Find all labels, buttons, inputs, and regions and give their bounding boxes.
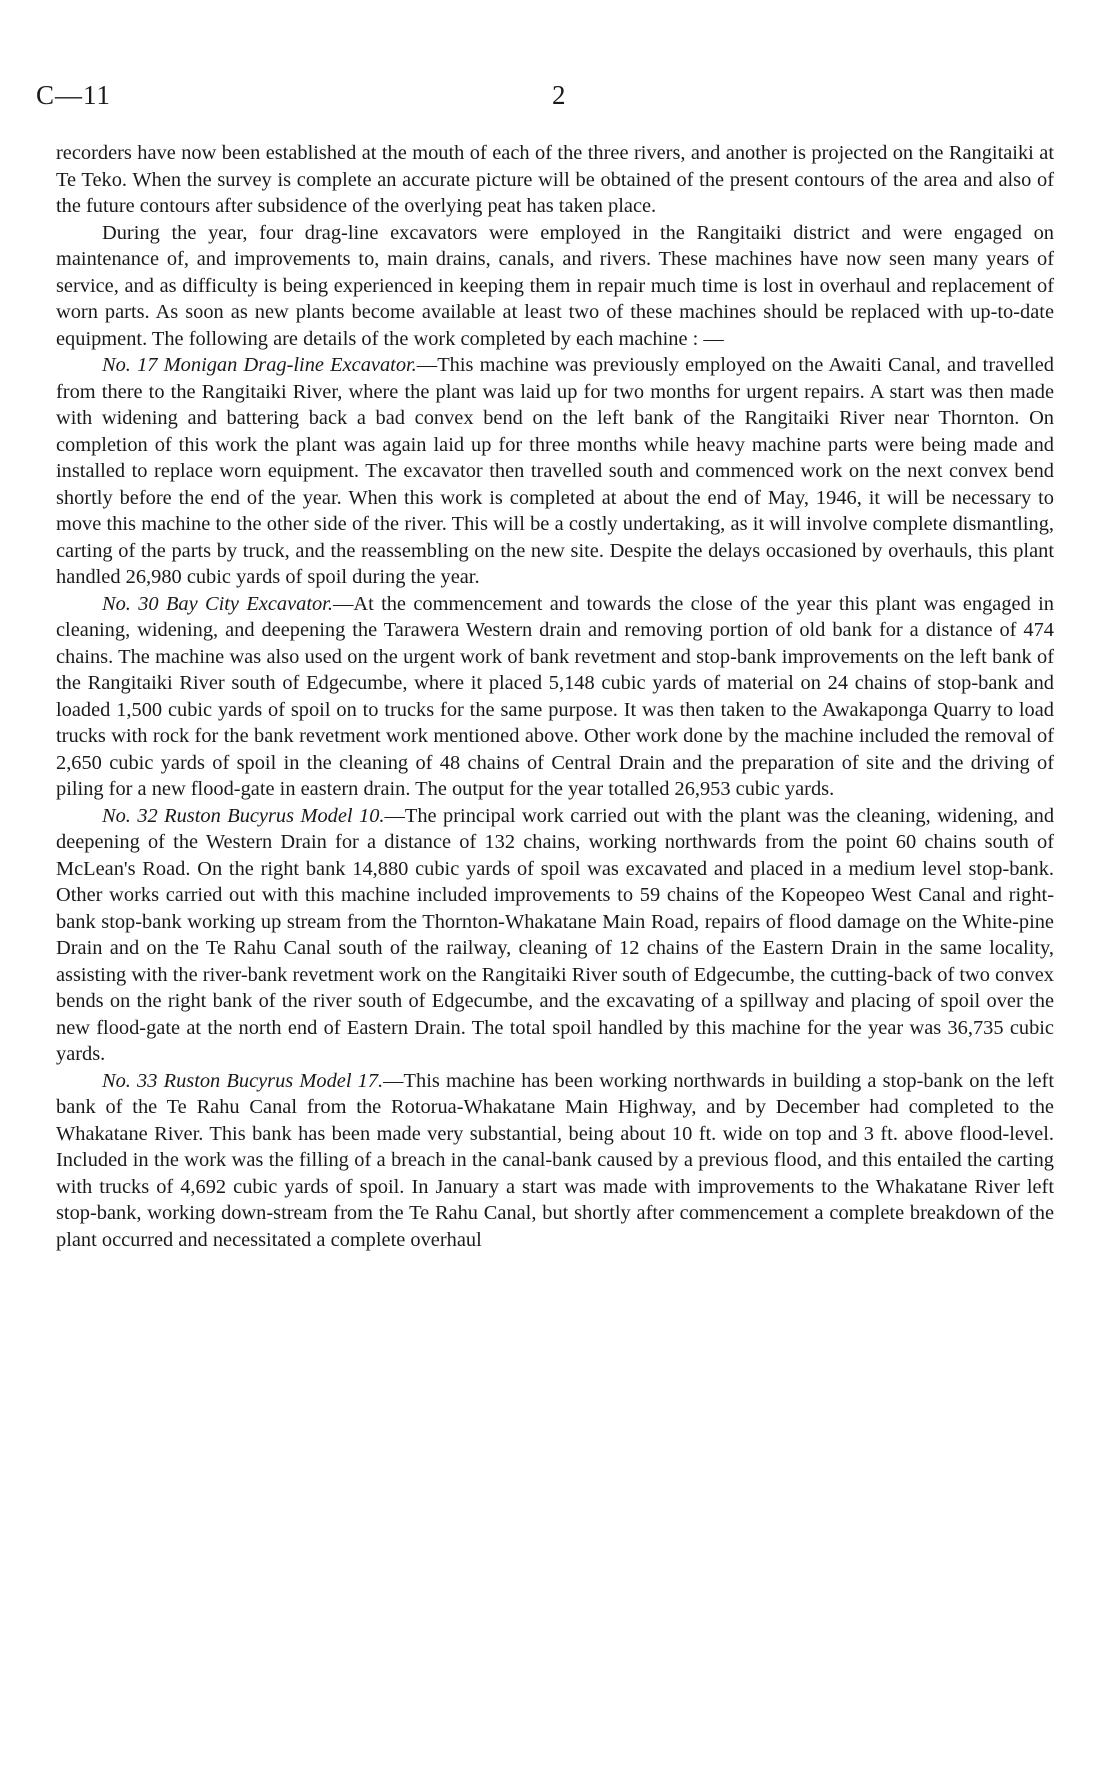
paragraph-machine-17 <box>56 352 1054 591</box>
paragraph-text: —This machine has been working northwards in building a stop-bank on the left bank of the Te Rahu Canal from the Rotorua-Whakatane Main Highway, and by December had completed to the Whakatane River. This bank has been made very substantial, being about 10 ft. wide on top and 3 ft. above flood-level. Included in the work was the filling of a breach in the canal-bank caused by a previous flood, and this entailed the carting with trucks of 4,692 cubic yards of spoil. In January a start was made with improvements to the Whakatane River left stop-bank, working down-stream from the Te Rahu Canal, but shortly after commencement a complete breakdown of the plant occurred and necessitated a complete overhaul <box>56 1069 1054 1251</box>
paragraph-text: During the year, four drag-line excavators were employed in the Rangitaiki district and were engaged on maintenance of, and improvements to, main drains, canals, and rivers. These machines have now seen many years of service, and as difficulty is being experienced in keeping them in repair much time is lost in overhaul and replacement of worn parts. As soon as new plants become available at least two of these machines should be replaced with up-to-date equipment. The following are details of the work completed by each machine : — <box>56 221 1054 350</box>
paragraph-drag-line-excavators <box>56 220 1054 353</box>
paragraph-text: —At the commencement and towards the close of the year this plant was engaged in cleaning, widening, and deepening the Tarawera Western drain and removing portion of old bank for a distance of 474 chains. The machine was also used on the urgent work of bank revetment and stop-bank improvements on the left bank of the Rangitaiki River south of Edgecumbe, where it placed 5,148 cubic yards of material on 24 chains of stop-bank and loaded 1,500 cubic yards of spoil on to trucks for the same purpose. It was then taken to the Awakaponga Quarry to load trucks with rock for the bank revetment work mentioned above. Other work done by the machine included the removal of 2,650 cubic yards of spoil in the cleaning of 48 chains of Central Drain and the preparation of site and the driving of piling for a new flood-gate in eastern drain. The output for the year totalled 26,953 cubic yards. <box>56 592 1054 800</box>
paragraph-text: —This machine was previously employed on the Awaiti Canal, and travelled from there to the Rangitaiki River, where the plant was laid up for two months for urgent repairs. A start was then made with widening and battering back a bad convex bend on the left bank of the Rangitaiki River near Thornton. On completion of this work the plant was again laid up for three months while heavy machine parts were being made and installed to replace worn equipment. The excavator then travelled south and commenced work on the next convex bend shortly before the end of the year. When this work is completed at about the end of May, 1946, it will be necessary to move this machine to the other side of the river. This will be a costly undertaking, as it will involve complete dismantling, carting of the parts by truck, and the reassembling on the new site. Despite the delays occasioned by overhauls, this plant handled 26,980 cubic yards of spoil during the year. <box>56 354 1054 588</box>
paragraph-text: recorders have now been established at the mouth of each of the three rivers, and another is projected on the Rangitaiki at Te Teko. When the survey is complete an accurate picture will be obtained of the present contours of the area and also of the future contours after subsidence of the overlying peat has taken place. <box>56 142 1054 217</box>
machine-heading: No. 33 Ruston Bucyrus Model 17. <box>102 1069 384 1092</box>
paragraph-machine-30 <box>56 591 1054 803</box>
machine-heading: No. 17 Monigan Drag-line Excavator. <box>102 354 417 376</box>
machine-heading: No. 32 Ruston Bucyrus Model 10. <box>102 804 385 827</box>
document-body <box>56 140 1054 1253</box>
paragraph-machine-32 <box>56 803 1054 1068</box>
machine-heading: No. 30 Bay City Excavator. <box>102 592 333 615</box>
paragraph-machine-33 <box>56 1068 1054 1254</box>
paragraph-text: —The principal work carried out with the plant was the cleaning, widening, and deepening of the Western Drain for a distance of 132 chains, working northwards from the point 60 chains south of McLean's Road. On the right bank 14,880 cubic yards of spoil was excavated and placed in a medium level stop-bank. Other works carried out with this machine included improvements to 59 chains of the Kopeopeo West Canal and right-bank stop-bank working up stream from the Thornton-Whakatane Main Road, repairs of flood damage on the White-pine Drain and on the Te Rahu Canal south of the railway, cleaning of 12 chains of the Eastern Drain in the same locality, assisting with the river-bank revetment work on the Rangitaiki River south of Edgecumbe, the cutting-back of two convex bends on the right bank of the river south of Edgecumbe, and the excavating of a spillway and placing of spoil over the new flood-gate at the north end of Eastern Drain. The total spoil handled by this machine for the year was 36,735 cubic yards. <box>56 804 1055 1065</box>
document-reference: C—11 <box>36 80 112 110</box>
page-number: 2 <box>552 80 566 110</box>
paragraph-recorders <box>56 140 1054 220</box>
